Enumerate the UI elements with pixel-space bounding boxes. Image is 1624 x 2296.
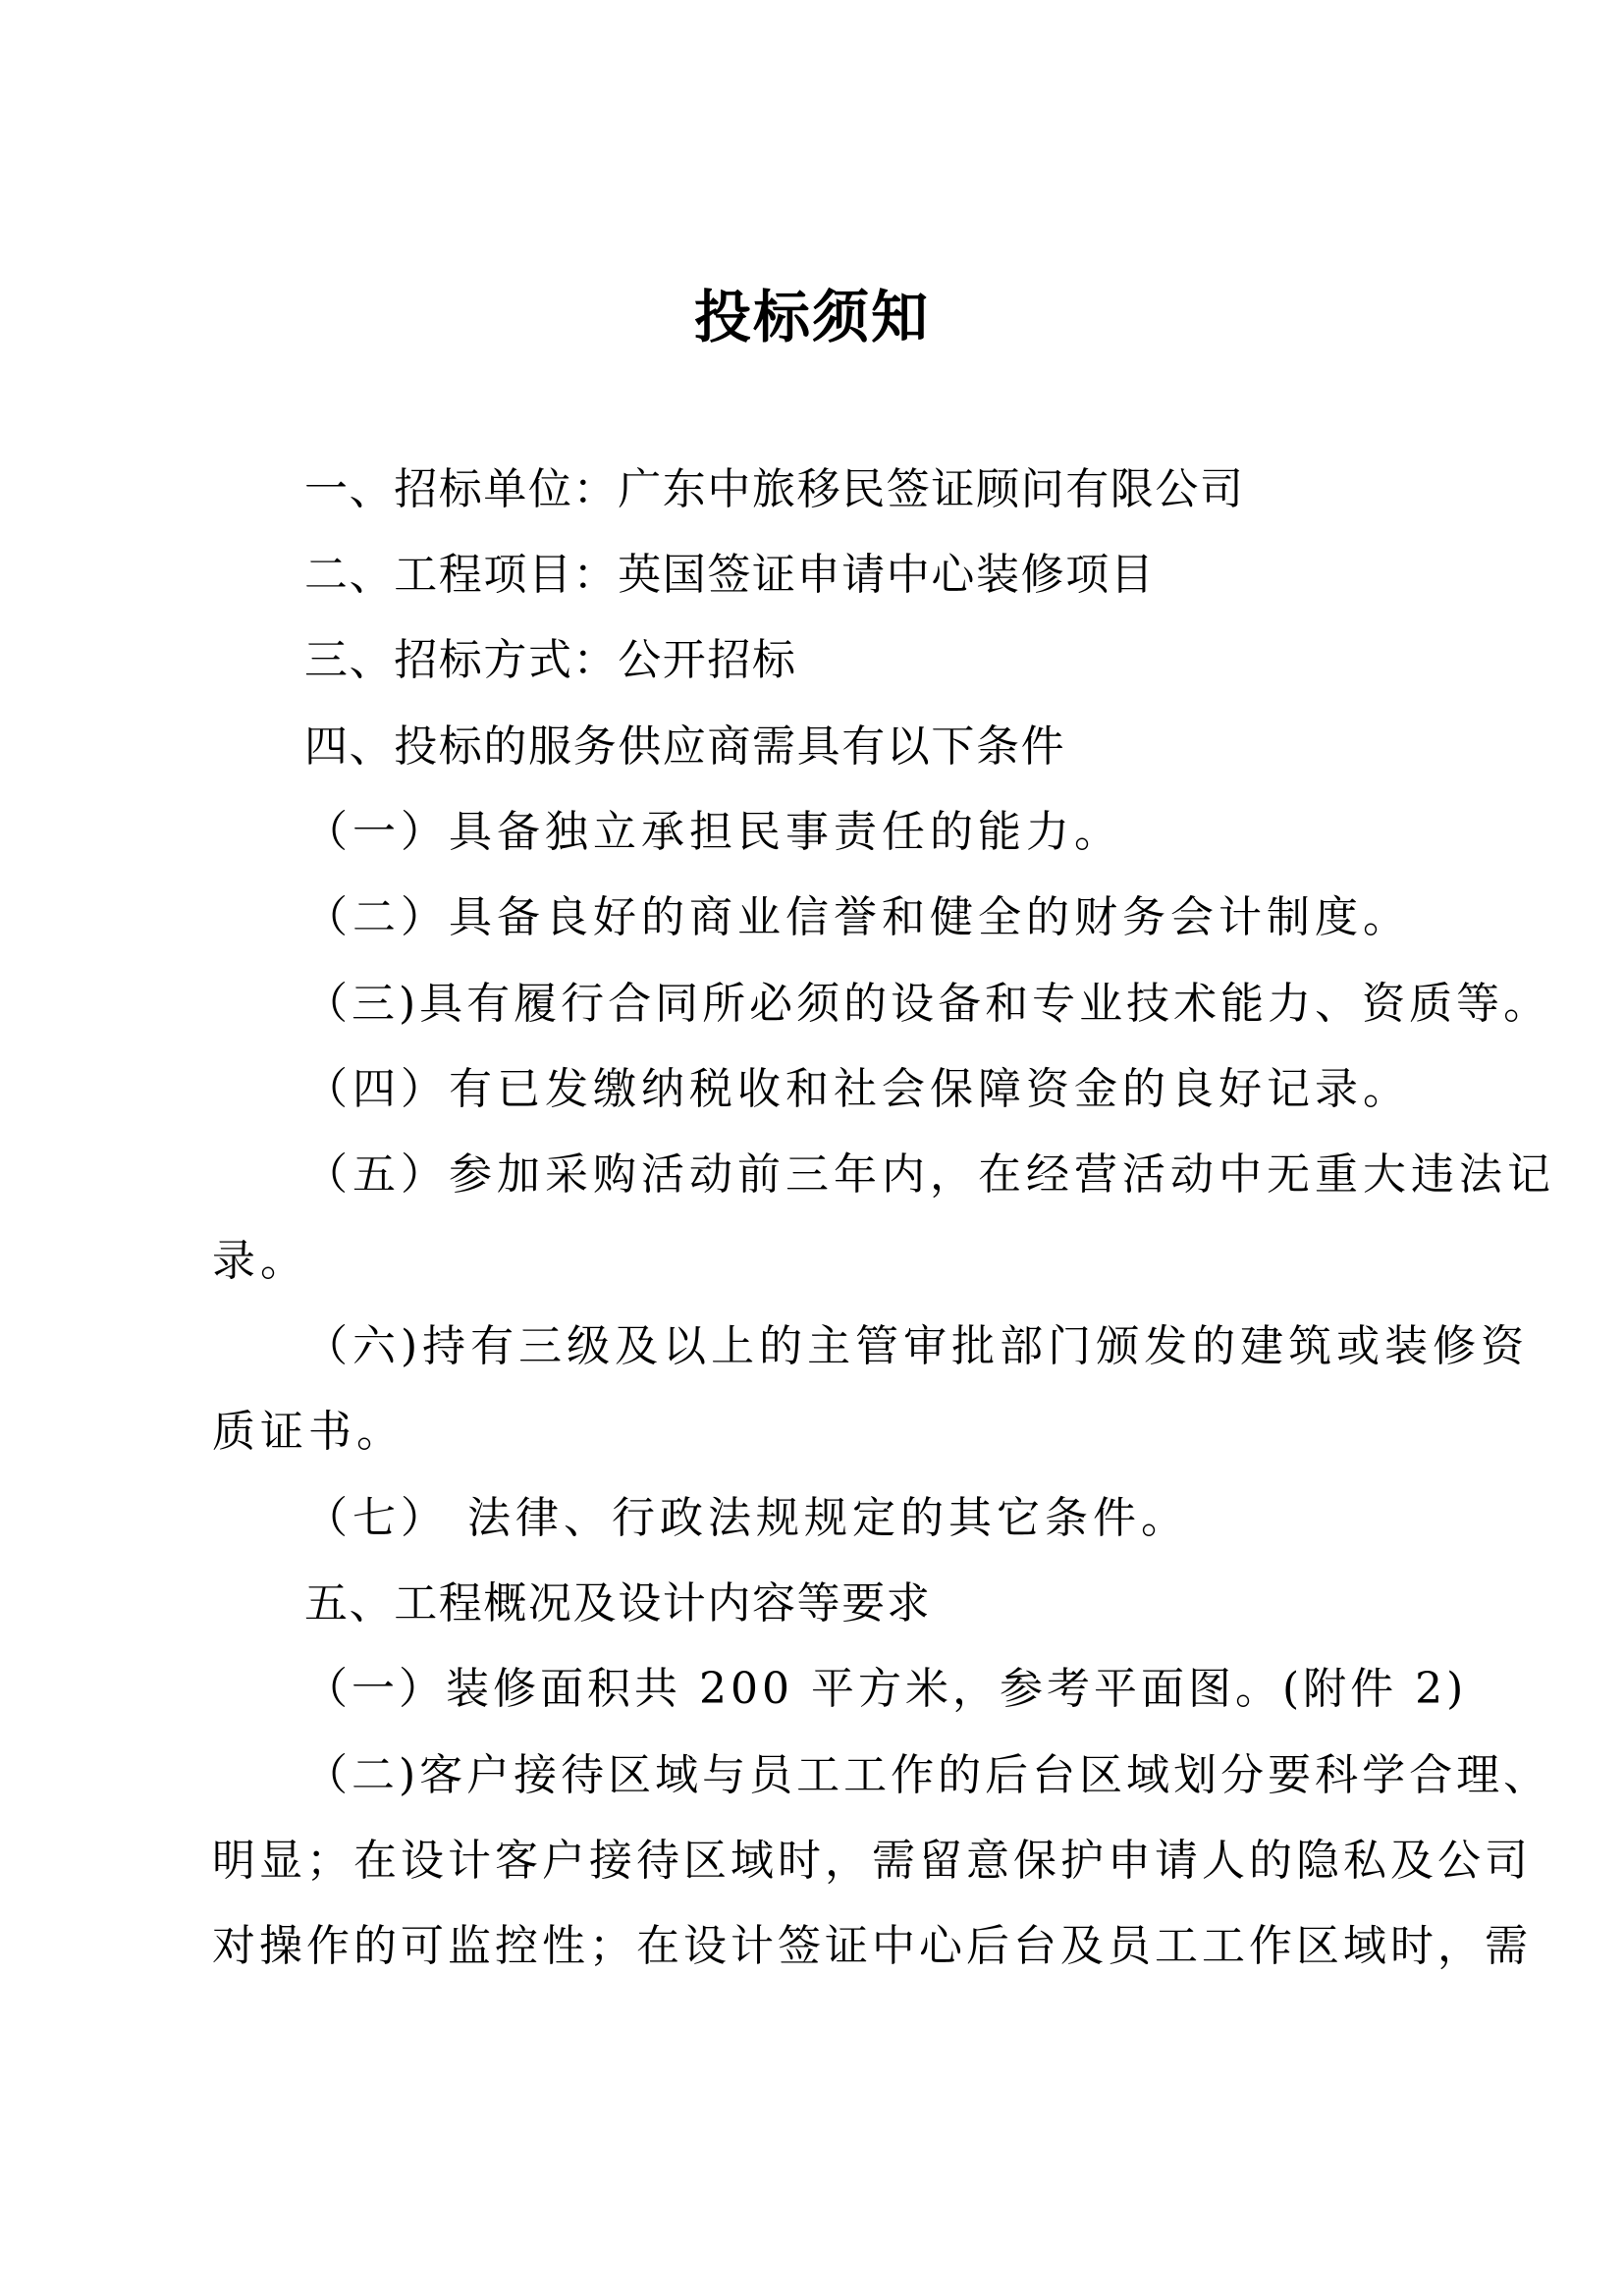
condition-1: （一）具备独立承担民事责任的能力。 [304, 807, 1122, 857]
document-title: 投标须知 [693, 284, 930, 350]
requirement-2-continued-2: 对操作的可监控性；在设计签证中心后台及员工工作区域时，需 [212, 1921, 1532, 1971]
condition-4: （四）有已发缴纳税收和社会保障资金的良好记录。 [304, 1064, 1411, 1114]
condition-6-continued: 质证书。 [212, 1407, 405, 1457]
condition-3: （三)具有履行合同所必须的设备和专业技术能力、资质等。 [304, 979, 1551, 1029]
section-5-heading: 五、工程概况及设计内容等要求 [304, 1578, 932, 1629]
requirement-2: （二)客户接待区域与员工工作的后台区域划分要科学合理、 [304, 1750, 1551, 1800]
section-1-bidding-unit: 一、招标单位：广东中旅移民签证顾问有限公司 [304, 464, 1245, 514]
section-4-heading: 四、投标的服务供应商需具有以下条件 [304, 721, 1066, 772]
condition-5-continued: 录。 [212, 1236, 308, 1286]
section-2-project: 二、工程项目：英国签证申请中心装修项目 [304, 550, 1156, 600]
condition-5: （五）参加采购活动前三年内，在经营活动中无重大违法记 [304, 1149, 1555, 1200]
condition-7: （七） 法律、行政法规规定的其它条件。 [304, 1493, 1189, 1543]
condition-6: （六)持有三级及以上的主管审批部门颁发的建筑或装修资 [304, 1321, 1530, 1371]
condition-2: （二）具备良好的商业信誉和健全的财务会计制度。 [304, 892, 1411, 942]
requirement-2-continued-1: 明显；在设计客户接待区域时，需留意保护申请人的隐私及公司 [212, 1836, 1532, 1886]
section-3-bidding-method: 三、招标方式：公开招标 [304, 635, 797, 685]
requirement-1: （一）装修面积共 200 平方米，参考平面图。(附件 2) [304, 1664, 1468, 1714]
